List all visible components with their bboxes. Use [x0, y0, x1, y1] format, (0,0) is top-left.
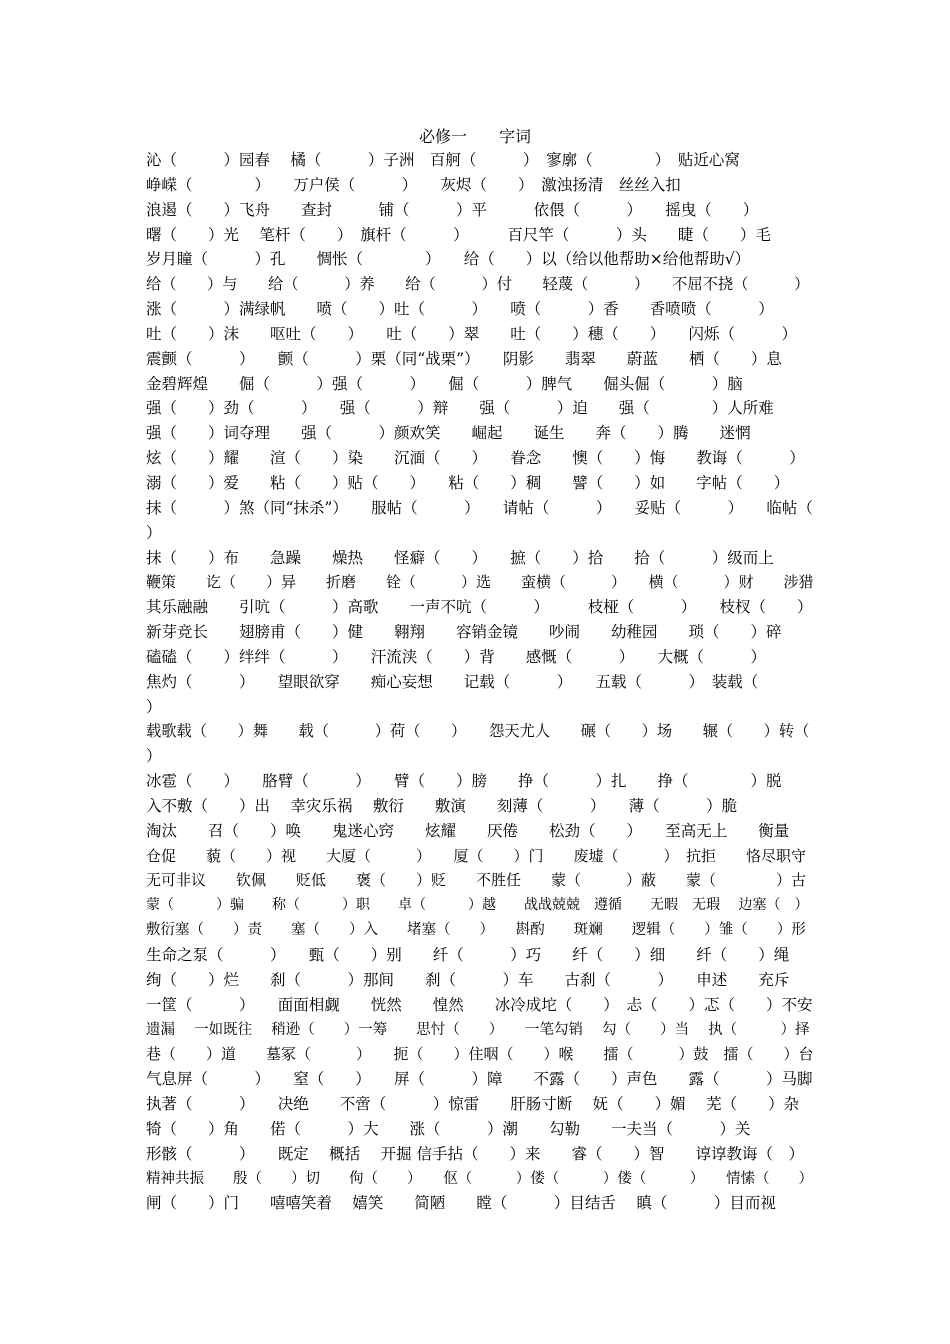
vocab-line: 冰雹（ ） 胳臂（ ） 臂（ ）膀 挣（ ）扎 挣（ ）脱: [146, 772, 782, 791]
vocab-line: 其乐融融 引吭（ ）高歌 一声不吭（ ） 枝桠（ ） 枝杈（ ）: [146, 598, 813, 617]
vocab-line: 遗漏 一如既往 稍逊（ ）一筹 思忖（ ） 一笔勾销 勾（ ）当 执（ ）择: [146, 1021, 810, 1038]
vocab-line: ）: [146, 523, 162, 542]
vocab-line: 溺（ ）爱 粘（ ）贴（ ） 粘（ ）稠 譬（ ）如 字帖（ ）: [146, 473, 790, 492]
vocab-line: 涨（ ）满绿帆 喷（ ）吐（ ） 喷（ ）香 香喷喷（ ）: [146, 300, 774, 319]
vocab-line: 无可非议 钦佩 贬低 褒（ ）贬 不胜任 蒙（ ）蔽 蒙（ ）古: [146, 871, 807, 890]
vocab-line: 岁月瞳（ ）孔 惆怅（ ） 给（ ）以（给以他帮助×给他帮助√）: [146, 250, 751, 269]
vocab-line: 生命之泵（ ） 甄（ ）别 纤（ ）巧 纤（ ）细 纤（ ）绳: [146, 946, 790, 964]
vocab-line: 执著（ ） 决绝 不啻（ ）惊雷 肝肠寸断 妩（ ）媚 芜（ ）杂: [146, 1095, 800, 1114]
vocab-line: ）: [146, 747, 162, 766]
vocab-line: 强（ ）词夺理 强（ ）颜欢笑 崛起 诞生 奔（ ）腾 迷惘: [146, 424, 751, 443]
page-title: 必修一 字词: [418, 127, 531, 146]
vocab-line: 精神共振 殷（ ）切 佝（ ） 伛（ ）偻（ ）偻（ ） 情愫（ ）: [146, 1170, 813, 1187]
vocab-line: 闸（ ）门 嘻嘻笑着 嬉笑 简陋 瞠（ ）目结舌 瞋（ ）目而视: [146, 1194, 776, 1213]
vocab-line: 抹（ ）煞（同“抹杀”） 服帖（ ） 请帖（ ） 妥贴（ ） 临帖（: [146, 498, 813, 517]
vocab-line: 淘汰 召（ ）唤 鬼迷心窍 炫耀 厌倦 松劲（ ） 至高无上 衡量: [146, 821, 790, 840]
vocab-line: 犄（ ）角 偌（ ）大 涨（ ）潮 勾勒 一夫当（ ）关: [146, 1119, 751, 1138]
vocab-line: ）: [146, 697, 162, 716]
vocabulary-list: [146, 148, 814, 1216]
vocab-line: 给（ ）与 给（ ）养 给（ ）付 轻蔑（ ） 不屈不挠（ ）: [146, 275, 810, 294]
vocab-line: 仓促 藐（ ）视 大厦（ ） 厦（ ）门 废墟（ ） 抗拒 恪尽职守: [146, 846, 807, 865]
vocab-line: 曙（ ）光 笔杆（ ） 旗杆（ ） 百尺竿（ ）头 睫（ ）毛: [146, 225, 771, 244]
vocab-line: 磕磕（ ）绊绊（ ） 汗流浃（ ）背 感慨（ ） 大概（ ）: [146, 647, 767, 666]
vocab-line: 焦灼（ ） 望眼欲穿 痴心妄想 记载（ ） 五载（ ） 装载（: [146, 672, 759, 691]
vocab-line: 绚（ ）烂 刹（ ）那间 刹（ ）车 古刹（ ） 申述 充斥: [146, 970, 790, 989]
vocab-line: 震颤（ ） 颤（ ）栗（同“战栗”） 阴影 翡翠 蔚蓝 栖（ ）息: [146, 349, 782, 368]
vocab-line: 金碧辉煌 倔（ ）强（ ） 倔（ ）脾气 倔头倔（ ）脑: [146, 374, 743, 393]
vocab-line: 气息屏（ ） 窒（ ） 屏（ ）障 不露（ ）声色 露（ ）马脚: [146, 1070, 813, 1089]
vocab-line: 蒙（ ）骗 称（ ）职 卓（ ）越 战战兢兢 遵循 无暇 无瑕 边塞（ ）: [146, 897, 809, 914]
vocab-line: 峥嵘（ ） 万户侯（ ） 灰烬（ ） 激浊扬清 丝丝入扣: [146, 175, 681, 194]
vocab-line: 敷衍塞（ ）责 塞（ ）入 堵塞（ ） 斟酌 斑斓 逻辑（ ）雏（ ）形: [146, 922, 806, 939]
vocab-line: 鞭策 讫（ ）异 折磨 铨（ ）选 蛮横（ ） 横（ ）财 涉猎: [146, 573, 814, 592]
vocab-line: 新芽竞长 翅膀甫（ ）健 翱翔 容销金镜 吵闹 幼稚园 琐（ ）碎: [146, 623, 782, 642]
vocab-line: 炫（ ）耀 渲（ ）染 沉湎（ ） 眷念 懊（ ）悔 教诲（ ）: [146, 449, 805, 468]
vocab-line: 入不敷（ ）出 幸灾乐祸 敷衍 敷演 刻薄（ ） 薄（ ）脆: [146, 796, 738, 815]
vocab-line: 载歌载（ ）舞 载（ ）荷（ ） 怨天尤人 碾（ ）场 辗（ ）转（: [146, 722, 810, 741]
vocab-line: 一筐（ ） 面面相觑 恍然 惶然 冰冷成坨（ ） 忐（ ）忑（ ）不安: [146, 995, 813, 1014]
vocab-line: 形骸（ ） 既定 概括 开掘 信手拈（ ）来 睿（ ）智 谆谆教诲（ ）: [146, 1144, 805, 1163]
vocab-line: 强（ ）劲（ ） 强（ ）辩 强（ ）迫 强（ ）人所难: [146, 399, 774, 418]
vocab-line: 抹（ ）布 急躁 燥热 怪癖（ ） 摭（ ）拾 拾（ ）级而上: [146, 548, 774, 567]
vocab-line: 吐（ ）沫 呕吐（ ） 吐（ ）翠 吐（ ）穗（ ） 闪烁（ ）: [146, 324, 798, 343]
vocab-line: 沁（ ）园春 橘（ ）子洲 百舸（ ） 寥廓（ ） 贴近心窝: [146, 151, 740, 169]
vocab-line: 巷（ ）道 墓冢（ ） 扼（ ）住咽（ ）喉 擂（ ）鼓 擂（ ）台: [146, 1045, 814, 1064]
vocab-line: 浪遏（ ）飞舟 查封 铺（ ）平 依偎（ ） 摇曳（ ）: [146, 200, 759, 219]
